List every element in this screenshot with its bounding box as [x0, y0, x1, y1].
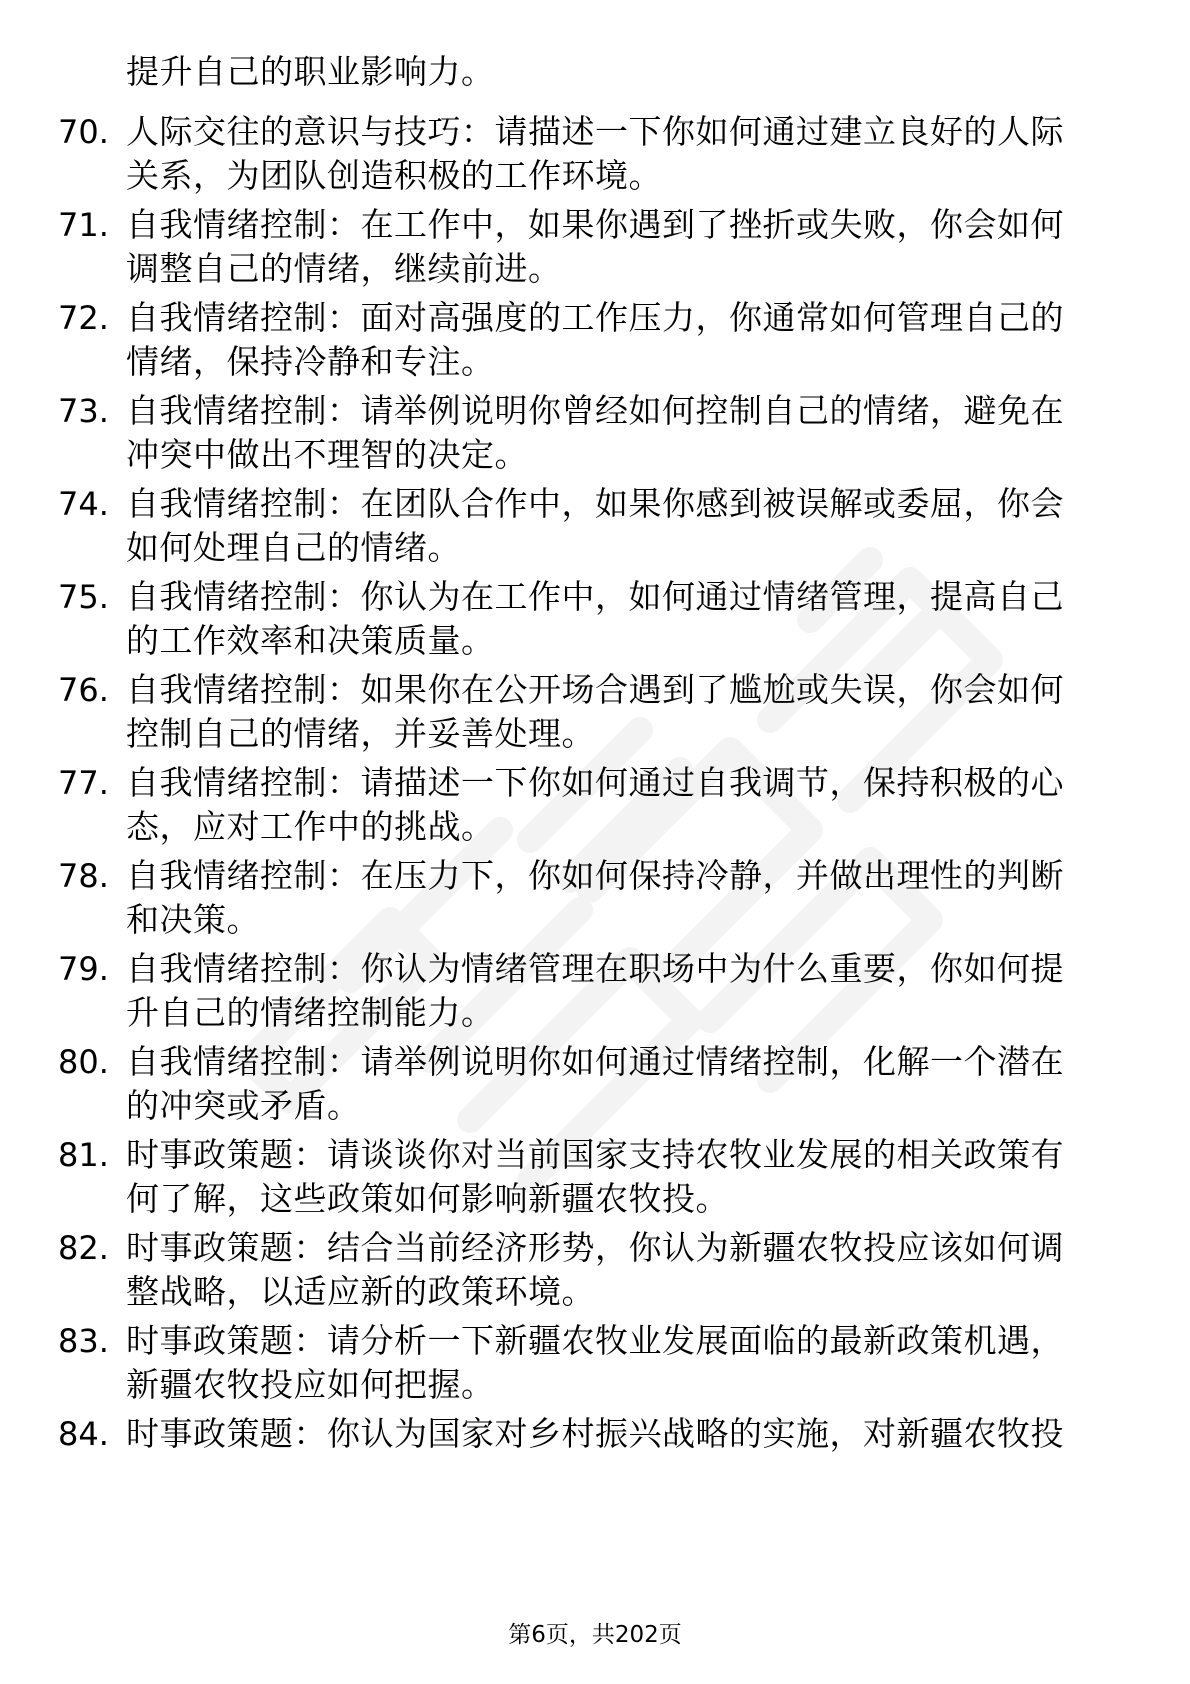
item-number: 79.: [58, 950, 109, 988]
item-text-line: 新疆农牧投应如何把握。: [126, 1365, 495, 1404]
item-text-line: 整战略，以适应新的政策环境。: [126, 1272, 595, 1311]
continuation-line: 提升自己的职业影响力。: [126, 52, 495, 91]
item-text: [126, 296, 1116, 384]
item-text-line: 自我情绪控制：如果你在公开场合遇到了尴尬或失误，你会如何: [126, 670, 1064, 709]
item-text: [126, 947, 1116, 1035]
item-text-line: 时事政策题：请分析一下新疆农牧业发展面临的最新政策机遇，: [126, 1321, 1064, 1360]
page-footer: 第6页，共202页: [508, 1622, 682, 1648]
item-text-line: 调整自己的情绪，继续前进。: [126, 249, 562, 288]
item-text: [126, 575, 1116, 663]
item-text: [126, 761, 1116, 849]
item-text-line: 自我情绪控制：在工作中，如果你遇到了挫折或失败，你会如何: [126, 205, 1064, 244]
item-text-line: 时事政策题：你认为国家对乡村振兴战略的实施，对新疆农牧投: [126, 1414, 1064, 1453]
item-text-line: 如何处理自己的情绪。: [126, 528, 461, 567]
item-text-line: 冲突中做出不理智的决定。: [126, 435, 528, 474]
item-number: 73.: [58, 392, 109, 430]
item-number: 72.: [58, 299, 109, 337]
item-text: [126, 1319, 1116, 1407]
item-text-line: 时事政策题：结合当前经济形势，你认为新疆农牧投应该如何调: [126, 1228, 1064, 1267]
item-number: 77.: [58, 764, 109, 802]
item-text: [126, 1226, 1116, 1314]
item-number: 83.: [58, 1322, 109, 1360]
item-text: [126, 203, 1116, 291]
item-number: 70.: [58, 113, 109, 151]
item-text-line: 的工作效率和决策质量。: [126, 621, 495, 660]
item-number: 76.: [58, 671, 109, 709]
item-text-line: 情绪，保持冷静和专注。: [126, 342, 495, 381]
item-text: [126, 110, 1116, 198]
item-text-line: 人际交往的意识与技巧：请描述一下你如何通过建立良好的人际: [126, 112, 1064, 151]
item-text-line: 自我情绪控制：请举例说明你曾经如何控制自己的情绪，避免在: [126, 391, 1064, 430]
item-number: 71.: [58, 206, 109, 244]
item-text-line: 关系，为团队创造积极的工作环境。: [126, 156, 662, 195]
item-text-line: 自我情绪控制：你认为情绪管理在职场中为什么重要，你如何提: [126, 949, 1064, 988]
item-text-line: 自我情绪控制：请描述一下你如何通过自我调节，保持积极的心: [126, 763, 1064, 802]
item-text-line: 自我情绪控制：面对高强度的工作压力，你通常如何管理自己的: [126, 298, 1064, 337]
item-number: 75.: [58, 578, 109, 616]
item-text: [126, 854, 1116, 942]
item-text-line: 自我情绪控制：请举例说明你如何通过情绪控制，化解一个潜在: [126, 1042, 1064, 1081]
item-text-line: 和决策。: [126, 900, 260, 939]
item-number: 82.: [58, 1229, 109, 1267]
item-text-line: 的冲突或矛盾。: [126, 1086, 361, 1125]
item-text-line: 态，应对工作中的挑战。: [126, 807, 495, 846]
item-text-line: 自我情绪控制：在压力下，你如何保持冷静，并做出理性的判断: [126, 856, 1064, 895]
item-number: 78.: [58, 857, 109, 895]
item-text: [126, 389, 1116, 477]
item-text: [126, 1133, 1116, 1221]
item-text-line: 控制自己的情绪，并妥善处理。: [126, 714, 595, 753]
item-number: 81.: [58, 1136, 109, 1174]
item-number: 74.: [58, 485, 109, 523]
item-text: [126, 482, 1116, 570]
item-text-line: 何了解，这些政策如何影响新疆农牧投。: [126, 1179, 729, 1218]
item-text-line: 自我情绪控制：你认为在工作中，如何通过情绪管理，提高自己: [126, 577, 1064, 616]
item-text: [126, 668, 1116, 756]
item-text-line: 时事政策题：请谈谈你对当前国家支持农牧业发展的相关政策有: [126, 1135, 1064, 1174]
item-number: 84.: [58, 1415, 109, 1453]
item-text: [126, 1040, 1116, 1128]
item-text-line: 升自己的情绪控制能力。: [126, 993, 495, 1032]
item-number: 80.: [58, 1043, 109, 1081]
item-text: [126, 1412, 1116, 1456]
item-text-line: 自我情绪控制：在团队合作中，如果你感到被误解或委屈，你会: [126, 484, 1064, 523]
